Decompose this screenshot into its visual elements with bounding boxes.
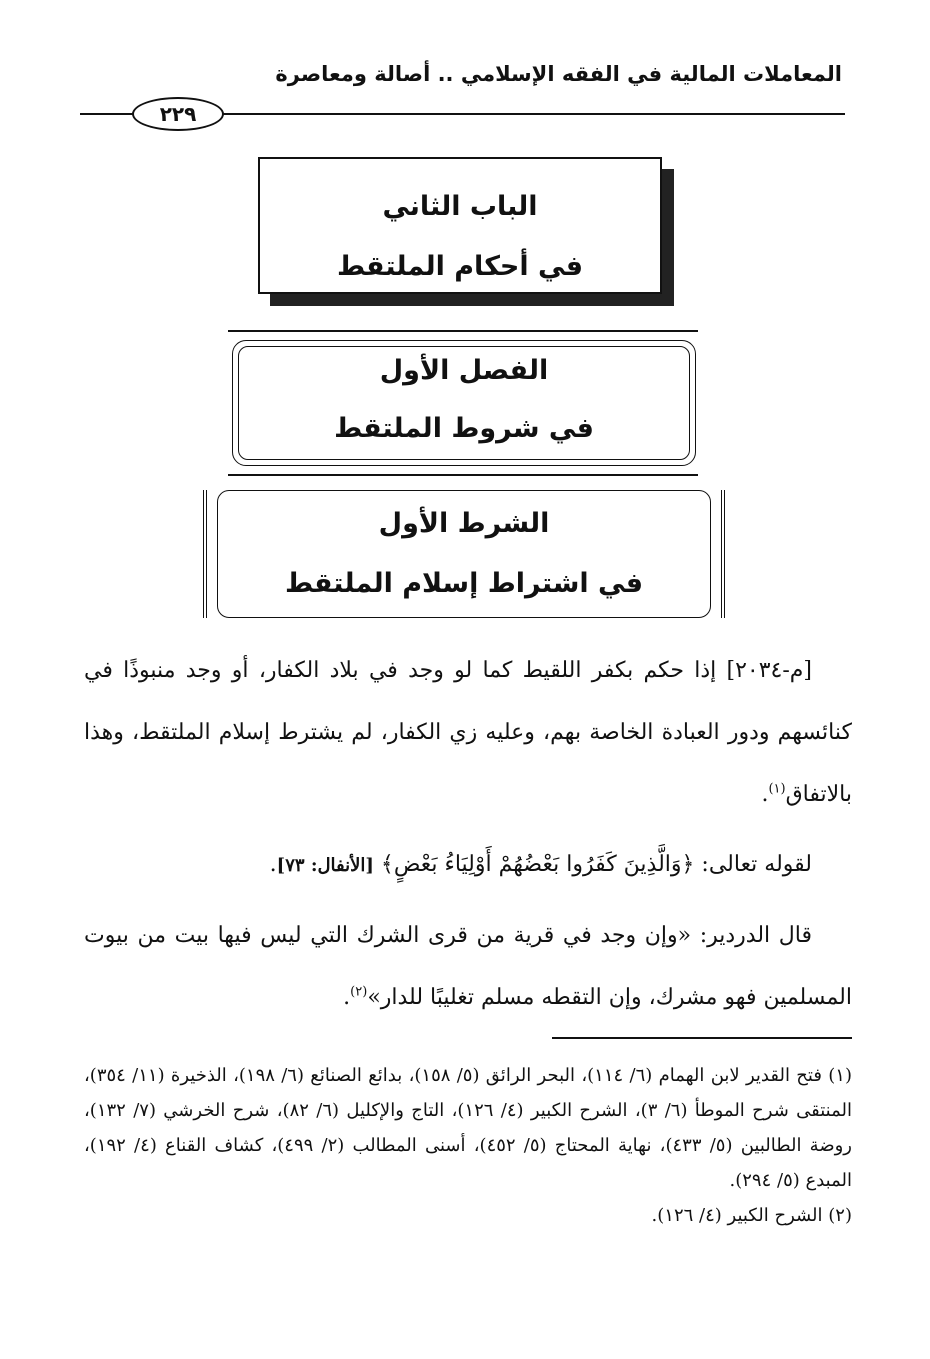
section-title-box	[232, 340, 696, 466]
paragraph-quote: قال الدردير: «وإن وجد في قرية من قرى الشرك التي ليس فيها بيت من بيوت المسلمين فهو مشرك، وإن التقطه مسلم تغليبًا للدار»$^{(٢)}$.	[84, 923, 852, 1010]
footnote-1: (١) فتح القدير لابن الهمام (٦/ ١١٤)، البحر الرائق (٥/ ١٥٨)، بدائع الصنائع (٦/ ١٩٨)، الذخيرة (١١/ ٣٥٤)، المنتقى شرح الموطأ (٦/ ٣)، الشرح الكبير (٤/ ١٢٦)، التاج والإكليل (٦/ ٨٢)، شرح الخرشي (٧/ ١٣٢)، روضة الطالبين (٥/ ٤٣٣)، نهاية المحتاج (٥/ ٤٥٢)، أسنى المطالب (٢/ ٤٩٩)، كشاف القناع (٤/ ١٩٢)، المبدع (٥/ ٢٩٤).	[84, 1065, 853, 1191]
paragraph-verse: لقوله تعالى: ﴿وَالَّذِينَ كَفَرُوا بَعْضُهُمْ أَوْلِيَاءُ بَعْضٍ﴾ [الأنفال: ٧٣].	[269, 852, 812, 877]
footnote-2: (٢) الشرح الكبير (٤/ ١٢٦).	[651, 1205, 852, 1226]
body-text	[84, 640, 852, 1029]
section-subtitle: في شروط الملتقط	[334, 413, 594, 444]
footnote-ref-2[interactable]: (٢)	[350, 984, 368, 1000]
section-rule-top	[228, 330, 698, 332]
paragraph-ruling: [م-٢٠٣٤] إذا حكم بكفر اللقيط كما لو وجد في بلاد الكفار، أو وجد منبوذًا في كنائسهم ودور العبادة الخاصة بهم، وعليه زي الكفار، لم يشترط إسلام الملتقط، وهذا بالاتفاق$^{(١)}$.	[84, 658, 852, 807]
chapter-subtitle: في أحكام الملتقط	[336, 251, 584, 282]
section-title: الفصل الأول	[379, 355, 549, 386]
chapter-title-box	[258, 157, 662, 294]
footnote-ref-1[interactable]: (١)	[768, 781, 786, 797]
condition-title-box	[203, 490, 725, 618]
chapter-title: الباب الثاني	[382, 191, 538, 222]
footnote-separator	[552, 1037, 852, 1039]
condition-subtitle: في اشتراط إسلام الملتقط	[284, 568, 644, 599]
condition-title: الشرط الأول	[378, 508, 550, 539]
section-rule-bottom	[228, 474, 698, 476]
page-number: ٢٢٩	[132, 97, 224, 131]
footnotes	[84, 1058, 852, 1233]
quran-reference: [الأنفال: ٧٣]	[276, 855, 374, 876]
running-header-title: المعاملات المالية في الفقه الإسلامي .. أصالة ومعاصرة	[275, 62, 842, 86]
